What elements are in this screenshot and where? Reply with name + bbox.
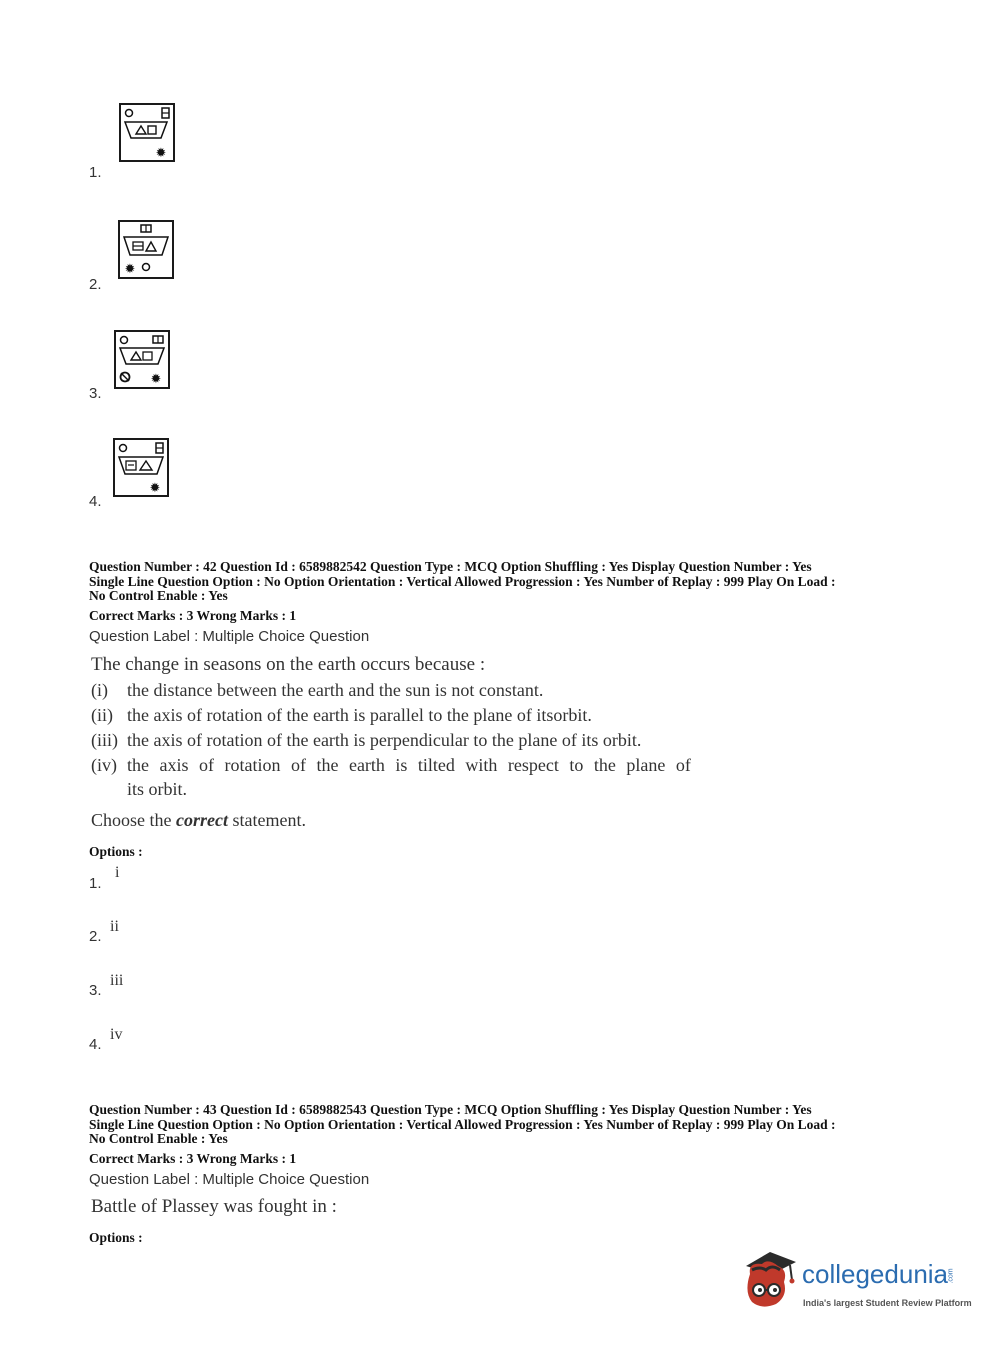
statement-number: (ii) [91,705,113,725]
question-text: The change in seasons on the earth occurs because : [91,654,486,675]
option-number: 1. [89,875,102,892]
collegedunia-logo [740,1248,980,1320]
statement-text: the axis of rotation of the earth is parallel to the plane of itsorbit. [127,705,592,725]
brand-text: collegedunia [802,1259,949,1289]
figure-image-4 [113,438,169,497]
statement-i [91,680,543,701]
option-number: 2. [89,928,102,945]
statement-ii [91,705,592,726]
svg-text:✹: ✹ [155,146,167,160]
statement-text: the axis of rotation of the earth is perpendicular to the plane of its orbit. [127,730,642,750]
marks-info: Correct Marks : 3 Wrong Marks : 1 [89,608,297,623]
svg-text:✹: ✹ [124,262,136,277]
figure-image-2 [118,220,174,279]
brand-suffix: .com [947,1268,955,1284]
statement-number: (iv) [91,755,117,775]
statement-iii [91,730,641,751]
option-text: i [115,864,120,881]
option-text: ii [110,918,119,935]
figure-1-svg [121,105,173,160]
figure-4-svg [115,440,167,495]
mascot-icon [740,1248,802,1312]
question-label: Question Label : Multiple Choice Question [89,628,370,645]
brand-tagline: India's largest Student Review Platform [803,1298,972,1308]
options-heading: Options : [89,844,143,859]
statement-iv-continued [127,779,187,800]
meta-line: No Control Enable : Yes [89,588,228,603]
figure-image-1 [119,103,175,162]
svg-text:✹: ✹ [150,372,162,387]
marks-info: Correct Marks : 3 Wrong Marks : 1 [89,1151,297,1166]
statement-text: the distance between the earth and the sun is not constant. [127,680,544,700]
meta-line: No Control Enable : Yes [89,1131,228,1146]
instruction-text [91,810,306,831]
meta-line: Single Line Question Option : No Option Orientation : Vertical Allowed Progression : Yes Number of Replay : 999 Play On Load : [89,573,836,589]
instruction-emphasis: correct [176,810,228,830]
meta-line: Single Line Question Option : No Option Orientation : Vertical Allowed Progression : Yes Number of Replay : 999 Play On Load : [89,1116,836,1132]
brand-name [802,1260,959,1290]
statement-number: (i) [91,680,108,700]
figure-option-number: 4. [89,493,102,510]
svg-text:✹: ✹ [149,481,161,495]
statement-iv [91,755,791,776]
meta-line: Question Number : 42 Question Id : 6589882542 Question Type : MCQ Option Shuffling : Yes Display Question Number : Yes [89,559,812,574]
statement-number: (iii) [91,730,118,750]
figure-3-svg [116,332,168,387]
figure-option-number: 2. [89,276,102,293]
instruction-pre: Choose the [91,810,176,830]
option-text: iii [110,972,124,989]
option-text: iv [110,1026,123,1043]
figure-option-number: 1. [89,164,102,181]
option-number: 4. [89,1036,102,1053]
options-heading: Options : [89,1230,143,1245]
question-meta [89,560,929,604]
figure-option-number: 3. [89,385,102,402]
statement-text: its orbit. [127,779,188,799]
figure-image-3 [114,330,170,389]
question-meta [89,1103,929,1147]
question-text: Battle of Plassey was fought in : [91,1196,337,1217]
instruction-post: statement. [227,810,306,830]
meta-line: Question Number : 43 Question Id : 6589882543 Question Type : MCQ Option Shuffling : Yes Display Question Number : Yes [89,1102,812,1117]
statement-text: the axis of rotation of the earth is tilted with respect to the plane of [127,755,691,775]
figure-2-svg [120,222,172,277]
question-label: Question Label : Multiple Choice Question [89,1171,370,1188]
option-number: 3. [89,982,102,999]
